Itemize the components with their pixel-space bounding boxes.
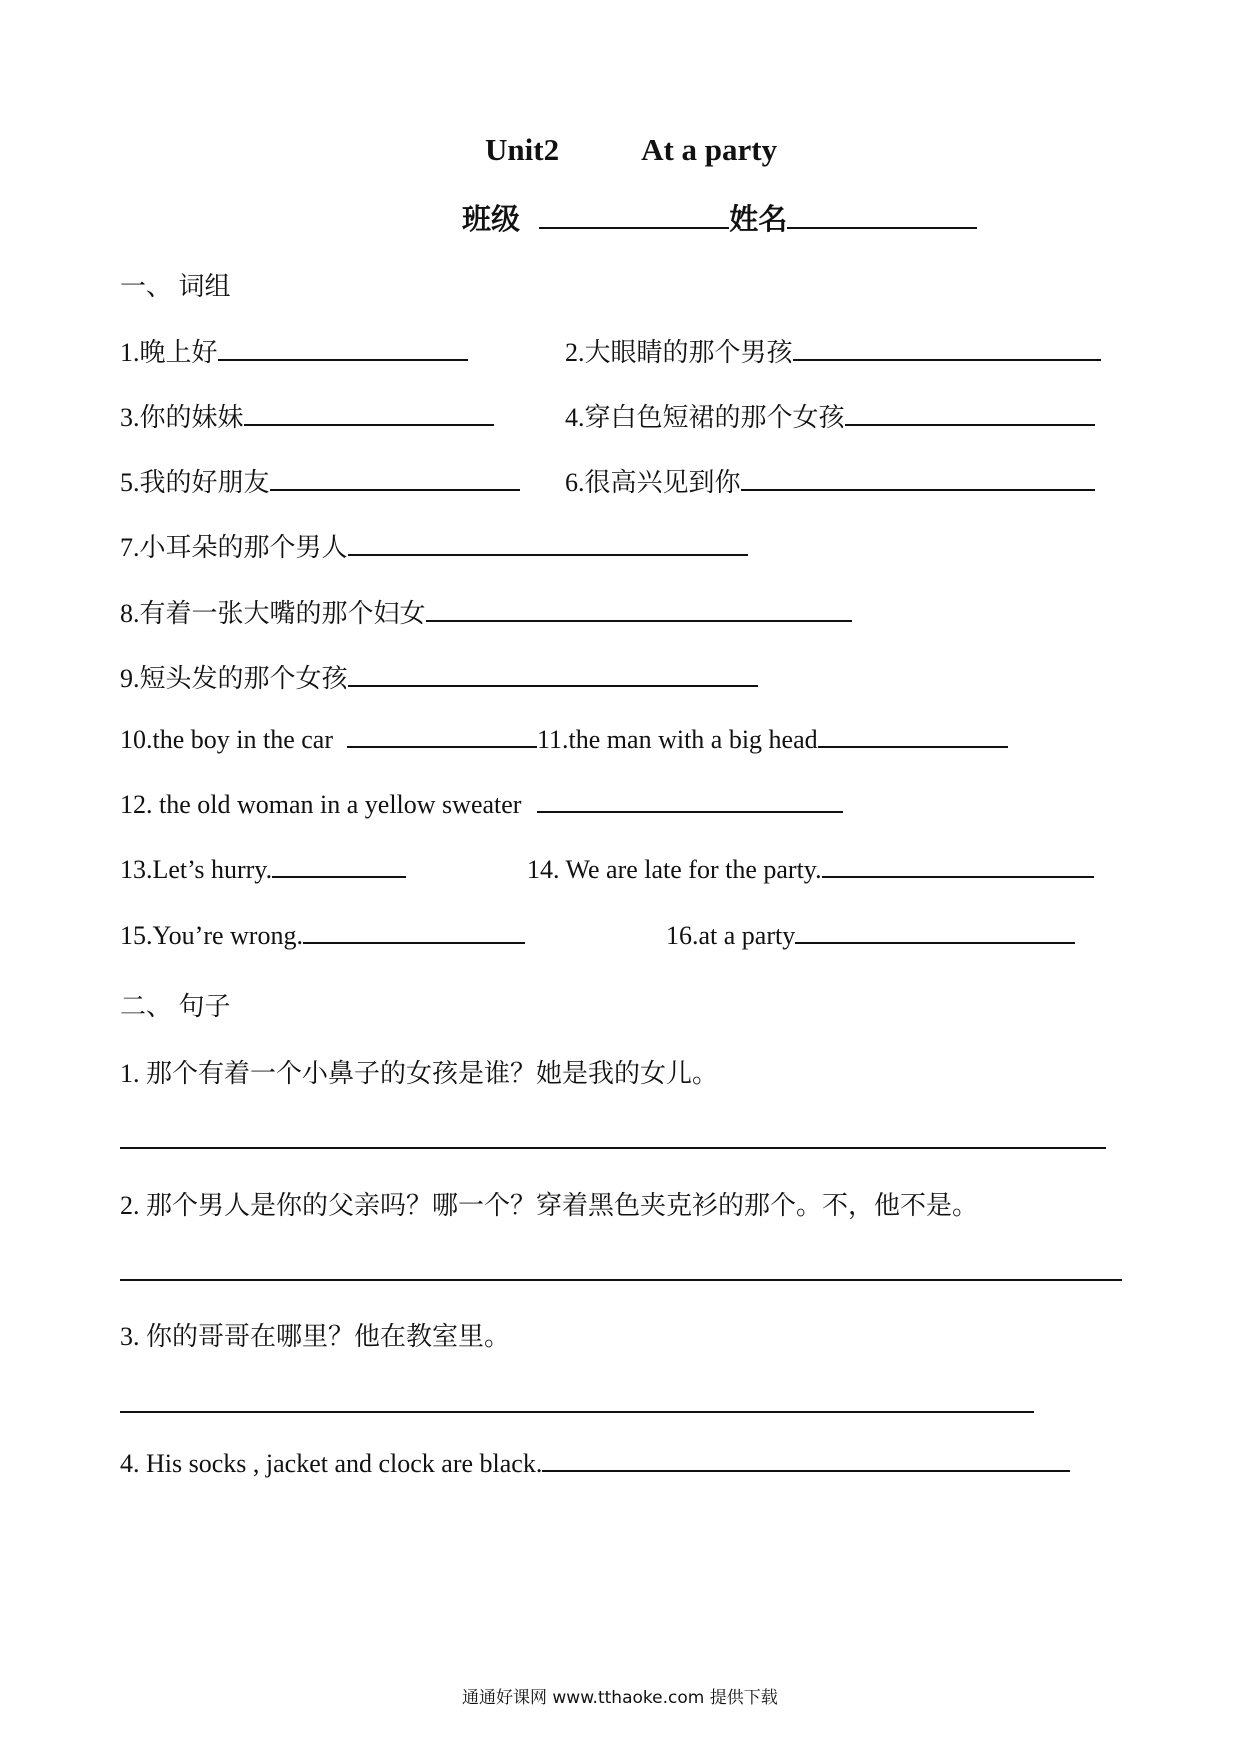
sentence-item: 3. 你的哥哥在哪里？他在教室里。 [120, 1322, 511, 1351]
answer-blank[interactable] [537, 789, 843, 813]
phrase-item: 12. the old woman in a yellow sweater [120, 789, 843, 820]
answer-blank[interactable] [270, 467, 520, 491]
phrase-item: 10.the boy in the car 11.the man with a big head [120, 724, 1008, 755]
answer-blank[interactable] [822, 854, 1094, 878]
phrase-item: 4.穿白色短裙的那个女孩 [565, 397, 1095, 434]
topic-label: At a party [641, 132, 778, 167]
phrase-item: 9.短头发的那个女孩 [120, 658, 758, 695]
answer-blank[interactable] [741, 467, 1095, 491]
sentence-item: 1. 那个有着一个小鼻子的女孩是谁？她是我的女儿。 [120, 1059, 719, 1088]
phrase-item: 3.你的妹妹 [120, 397, 494, 434]
answer-blank[interactable] [542, 1448, 1070, 1472]
class-label: 班级 [462, 204, 521, 236]
phrase-item: 6.很高兴见到你 [565, 462, 1095, 499]
answer-line[interactable] [120, 1411, 1034, 1413]
phrase-item: 2.大眼睛的那个男孩 [565, 332, 1101, 369]
footer-credit: 通通好课网 www.tthaoke.com 提供下载 [462, 1688, 778, 1708]
answer-blank[interactable] [272, 854, 406, 878]
class-blank[interactable] [539, 205, 729, 229]
answer-blank[interactable] [347, 724, 537, 748]
answer-blank[interactable] [218, 337, 468, 361]
sentence-item: 2. 那个男人是你的父亲吗？哪一个？穿着黑色夹克衫的那个。不，他不是。 [120, 1191, 979, 1220]
section2-heading: 二、 句子 [120, 992, 231, 1021]
answer-blank[interactable] [348, 532, 748, 556]
phrase-item: 13.Let’s hurry. [120, 854, 406, 885]
class-name-row [462, 197, 977, 238]
answer-blank[interactable] [845, 402, 1095, 426]
phrase-item: 7.小耳朵的那个男人 [120, 527, 748, 564]
phrase-item: 1.晚上好 [120, 332, 468, 369]
answer-blank[interactable] [244, 402, 494, 426]
answer-blank[interactable] [303, 920, 525, 944]
phrase-item: 16.at a party [666, 920, 1075, 951]
answer-blank[interactable] [426, 598, 852, 622]
sentence-item: 4. His socks , jacket and clock are black. [120, 1448, 1070, 1479]
unit-label: Unit2 [485, 132, 560, 167]
answer-blank[interactable] [818, 724, 1008, 748]
page-title [485, 132, 777, 168]
answer-line[interactable] [120, 1279, 1122, 1281]
answer-blank[interactable] [795, 920, 1075, 944]
phrase-item: 14. We are late for the party. [527, 854, 1094, 885]
answer-line[interactable] [120, 1147, 1106, 1149]
phrase-item: 5.我的好朋友 [120, 462, 520, 499]
section1-heading: 一、 词组 [120, 272, 231, 301]
phrase-item: 15.You’re wrong. [120, 920, 525, 951]
name-blank[interactable] [787, 205, 977, 229]
answer-blank[interactable] [793, 337, 1101, 361]
name-label: 姓名 [729, 204, 788, 236]
phrase-item: 8.有着一张大嘴的那个妇女 [120, 593, 852, 630]
answer-blank[interactable] [348, 663, 758, 687]
